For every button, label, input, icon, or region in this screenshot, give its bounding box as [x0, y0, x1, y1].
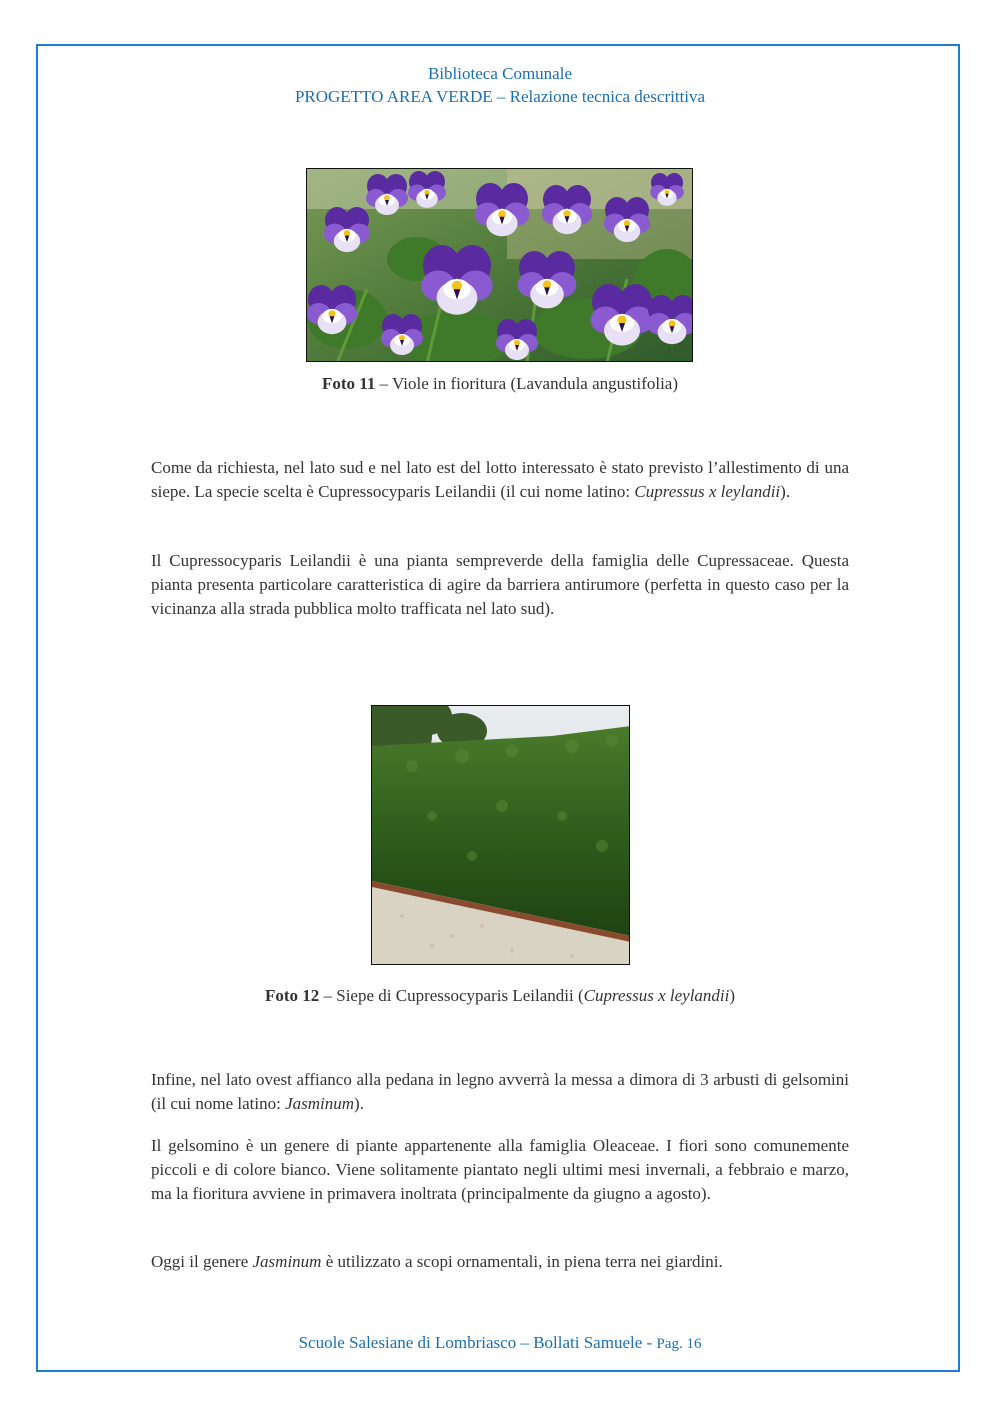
paragraph-4-text: Il gelsomino è un genere di piante appartenente alla famiglia Oleaceae. I fiori sono comunemente piccoli e di colore bianco. Viene solitamente piantato negli ultimi mesi invernali, a febbraio e marzo, ma la fioritura avviene in primavera inoltrata (principalmente da giugno a agosto). — [151, 1136, 849, 1203]
photo-12-end: ) — [729, 986, 736, 1005]
footer-text: Scuole Salesiane di Lombriasco – Bollati Samuele - — [298, 1333, 657, 1352]
photo-12-latin: Cupressus x leylandii — [583, 986, 730, 1005]
photo-11-text: – Viole in fioritura (Lavandula angustifolia) — [375, 374, 679, 393]
paragraph-3-latin: Jasminum — [285, 1094, 355, 1113]
page-footer — [0, 1333, 1000, 1353]
paragraph-5-end: è utilizzato a scopi ornamentali, in piena terra nei giardini. — [321, 1252, 723, 1271]
paragraph-hedge-intro — [151, 456, 849, 504]
hedge-photo — [371, 705, 630, 965]
paragraph-5-latin: Jasminum — [252, 1252, 322, 1271]
page-header — [0, 62, 1000, 108]
photo-12-caption — [0, 986, 1000, 1006]
paragraph-jasmine-description — [151, 1134, 849, 1206]
paragraph-1-end: ). — [780, 482, 791, 501]
paragraph-1-text: Come da richiesta, nel lato sud e nel lato est del lotto interessato è stato previsto l’allestimento di una siepe. La specie scelta è Cupressocyparis Leilandii (il cui nome latino: — [151, 458, 849, 501]
paragraph-2-text: Il Cupressocyparis Leilandii è una pianta sempreverde della famiglia delle Cupressaceae. Questa pianta presenta particolare caratteristica di agire da barriera antirumore (perfetta in questo caso per la vicinanza alla strada pubblica molto trafficata nel lato sud). — [151, 551, 849, 618]
violets-photo — [306, 168, 693, 362]
photo-11-label: Foto 11 — [321, 374, 376, 393]
photo-12-text: – Siepe di Cupressocyparis Leilandii ( — [319, 986, 584, 1005]
photo-11-caption — [0, 374, 1000, 394]
paragraph-jasmine-use — [151, 1250, 849, 1274]
paragraph-jasmine-intro — [151, 1068, 849, 1116]
header-subtitle: PROGETTO AREA VERDE – Relazione tecnica descrittiva — [294, 87, 706, 106]
paragraph-3-text: Infine, nel lato ovest affianco alla pedana in legno avverrà la messa a dimora di 3 arbusti di gelsomini (il cui nome latino: — [151, 1070, 849, 1113]
paragraph-1-latin: Cupressus x leylandii — [634, 482, 781, 501]
photo-12-label: Foto 12 — [264, 986, 320, 1005]
paragraph-3-end: ). — [354, 1094, 364, 1113]
page-number: Pag. 16 — [656, 1336, 702, 1352]
header-title: Biblioteca Comunale — [428, 64, 572, 83]
paragraph-5-start: Oggi il genere — [151, 1252, 253, 1271]
paragraph-hedge-description — [151, 549, 849, 621]
